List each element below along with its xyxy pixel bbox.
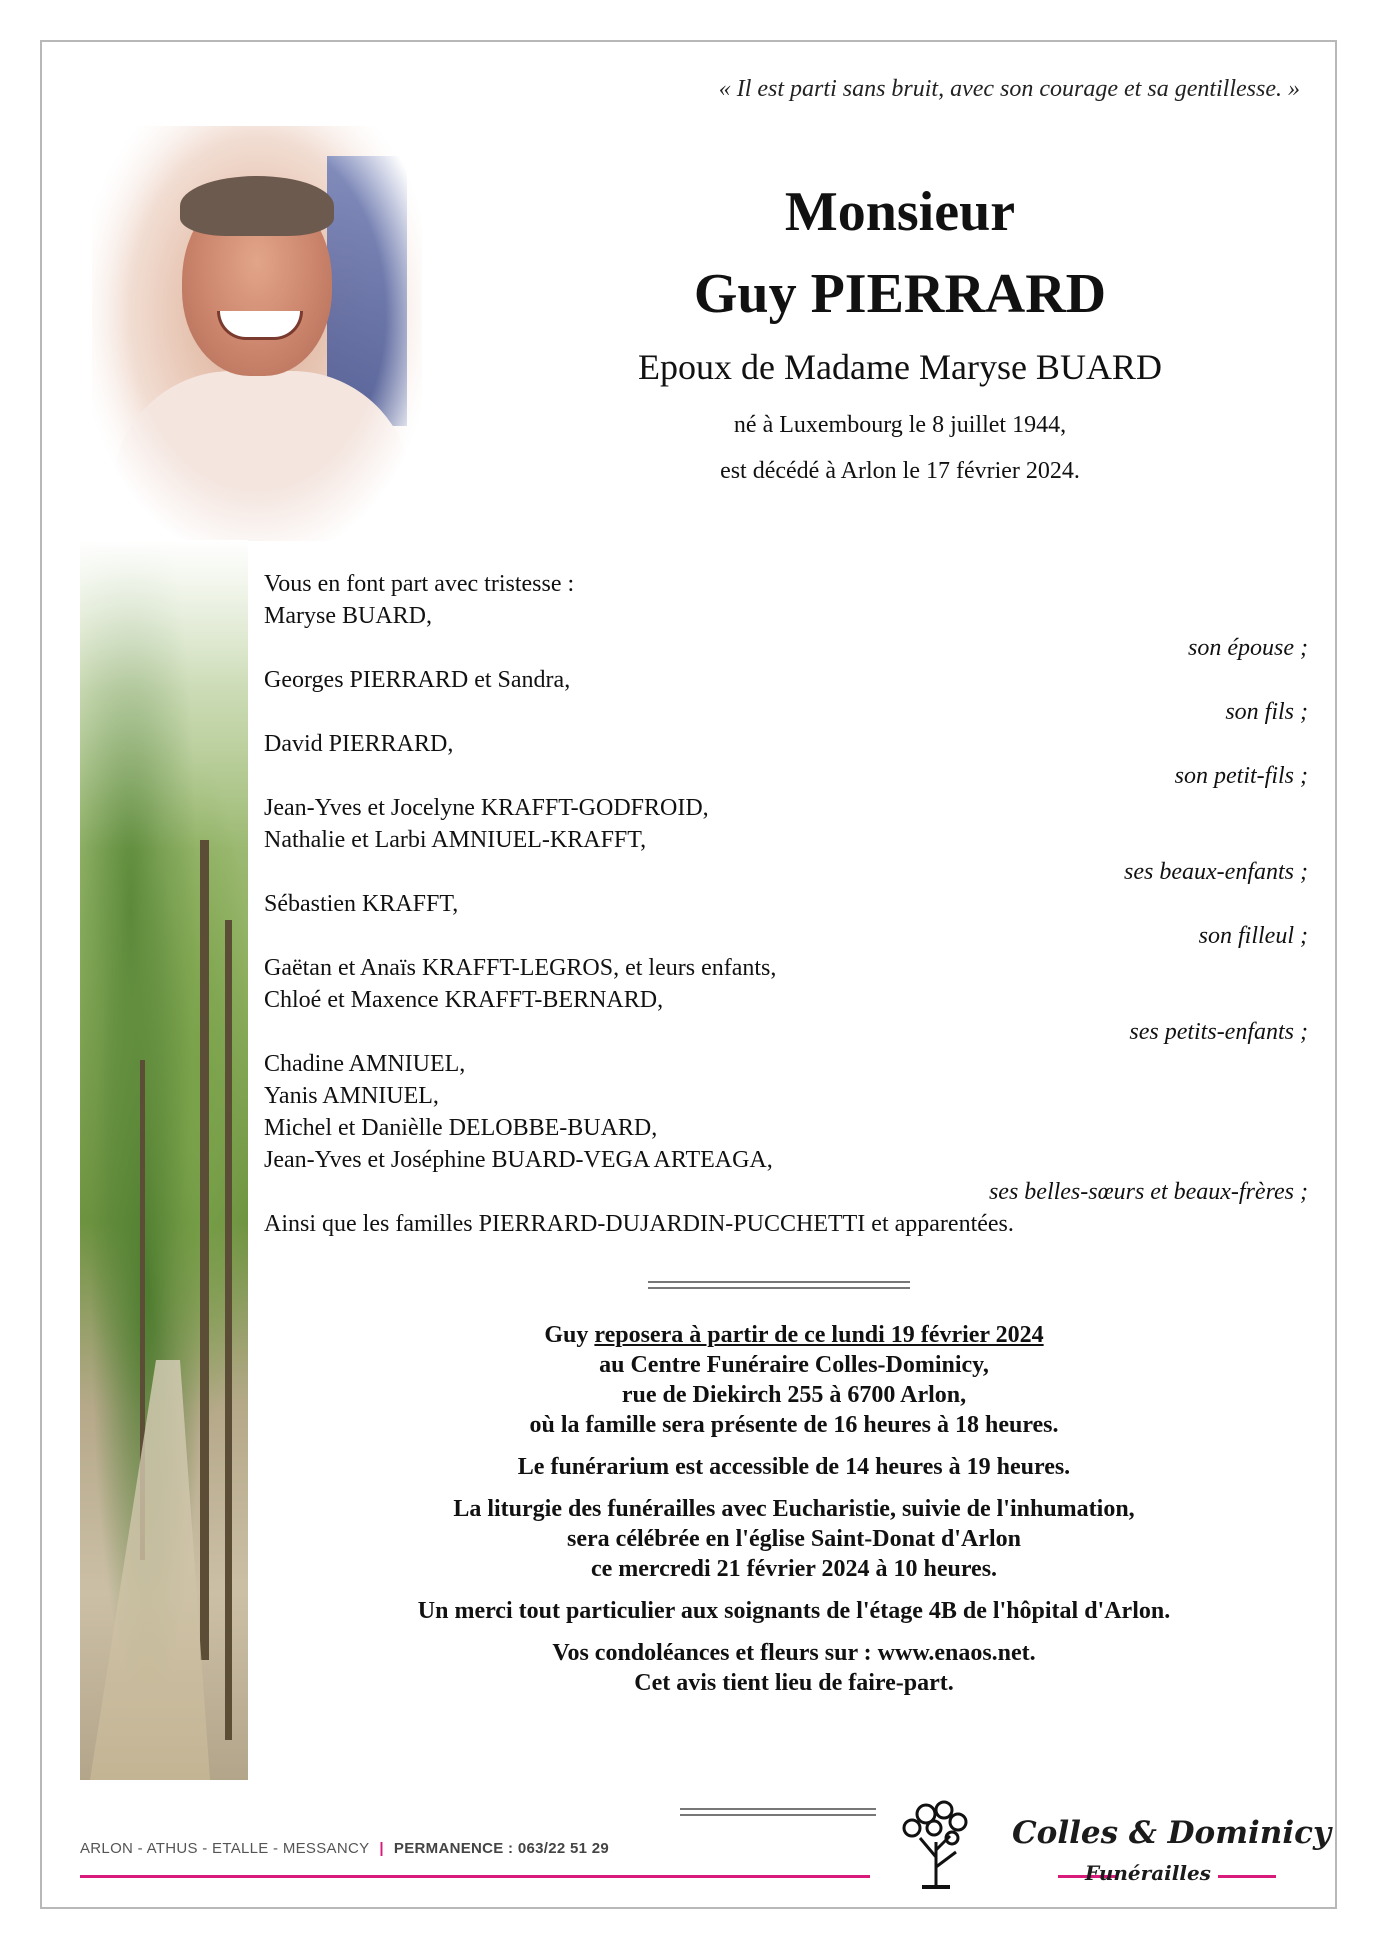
divider-top [648, 1281, 910, 1289]
family-name: Chadine AMNIUEL, [264, 1051, 466, 1077]
access-hours: Le funérarium est accessible de 14 heures à 19 heures. [517, 1454, 1071, 1480]
family-name: Nathalie et Larbi AMNIUEL-KRAFFT, [264, 827, 647, 853]
liturgy-line: sera célébrée en l'église Saint-Donat d'Arlon [567, 1526, 1021, 1552]
footer-permanence: PERMANENCE : 063/22 51 29 [393, 1840, 609, 1857]
liturgy-line: La liturgie des funérailles avec Eucharistie, suivie de l'inhumation, [453, 1496, 1135, 1522]
rest-date: reposera à partir de ce lundi 19 février 2024 [594, 1322, 1044, 1348]
portrait-photo [92, 126, 422, 541]
family-relation: son petit-fils ; [1174, 763, 1308, 789]
spouse-line: Epoux de Madame Maryse BUARD [638, 347, 1162, 387]
epigraph-quote: « Il est parti sans bruit, avec son courage et sa gentillesse. » [718, 76, 1300, 102]
footer-locations: ARLON - ATHUS - ETALLE - MESSANCY [80, 1840, 370, 1857]
birth-line: né à Luxembourg le 8 juillet 1944, [733, 412, 1067, 438]
family-relation: son filleul ; [1198, 923, 1308, 949]
footer-contact [80, 1840, 609, 1857]
family-name: Sébastien KRAFFT, [264, 891, 459, 917]
honorific: Monsieur [784, 181, 1016, 243]
family-relation: son épouse ; [1188, 635, 1308, 661]
family-list [264, 568, 1308, 1240]
death-line: est décédé à Arlon le 17 février 2024. [720, 458, 1080, 484]
footer-separator: | [379, 1840, 384, 1857]
family-relation: ses petits-enfants ; [1129, 1019, 1308, 1045]
family-name: Yanis AMNIUEL, [264, 1083, 439, 1109]
rest-family: où la famille sera présente de 16 heures à 18 heures. [529, 1412, 1059, 1438]
family-intro: Vous en font part avec tristesse : [264, 571, 575, 597]
family-relation: ses belles-sœurs et beaux-frères ; [988, 1179, 1308, 1205]
family-name: Jean-Yves et Jocelyne KRAFFT-GODFROID, [264, 795, 709, 821]
brand-subtitle: Funérailles [1085, 1861, 1211, 1885]
family-relation: son fils ; [1225, 699, 1308, 725]
thanks-line: Un merci tout particulier aux soignants de l'étage 4B de l'hôpital d'Arlon. [417, 1598, 1171, 1624]
deceased-name: Guy PIERRARD [693, 263, 1107, 325]
funeral-details [264, 1320, 1324, 1710]
condolences-line: Vos condoléances et fleurs sur : www.enaos.net. [552, 1640, 1036, 1666]
footer-accent-line [80, 1875, 870, 1878]
rest-address: rue de Diekirch 255 à 6700 Arlon, [621, 1382, 967, 1408]
family-name: Chloé et Maxence KRAFFT-BERNARD, [264, 987, 664, 1013]
family-name: David PIERRARD, [264, 731, 454, 757]
family-name: Georges PIERRARD et Sandra, [264, 667, 571, 693]
logo-accent-line [1218, 1875, 1276, 1878]
rest-place: au Centre Funéraire Colles-Dominicy, [599, 1352, 989, 1378]
family-name: Gaëtan et Anaïs KRAFFT-LEGROS, et leurs enfants, [264, 955, 777, 981]
family-name: Maryse BUARD, [264, 603, 432, 629]
notice-line: Cet avis tient lieu de faire-part. [634, 1670, 954, 1696]
brand-name: Colles & Dominicy [1012, 1815, 1331, 1851]
tree-icon [886, 1792, 986, 1892]
family-name: Michel et Danièlle DELOBBE-BUARD, [264, 1115, 658, 1141]
family-relation: ses beaux-enfants ; [1124, 859, 1308, 885]
forest-path-image [80, 540, 248, 1780]
family-closing: Ainsi que les familles PIERRARD-DUJARDIN-PUCCHETTI et apparentées. [264, 1211, 1014, 1237]
divider-bottom [680, 1808, 876, 1816]
liturgy-line: ce mercredi 21 février 2024 à 10 heures. [590, 1556, 998, 1582]
family-name: Jean-Yves et Joséphine BUARD-VEGA ARTEAGA, [264, 1147, 773, 1173]
rest-prefix: Guy [544, 1322, 589, 1348]
